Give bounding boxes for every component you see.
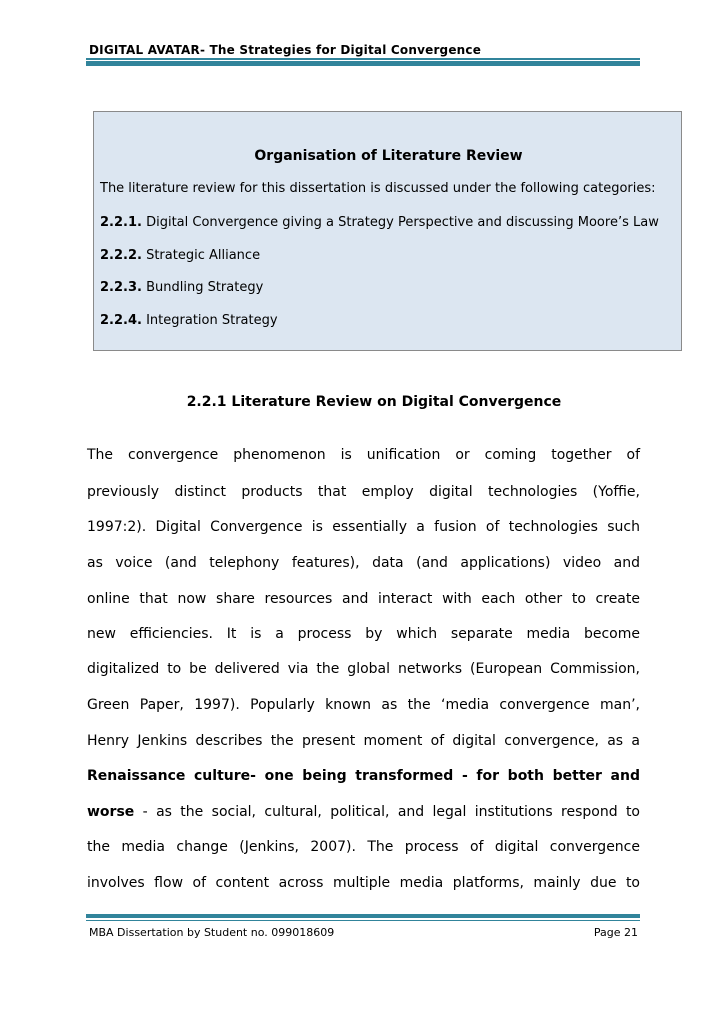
- paragraph-line: 1997:2). Digital Convergence is essentially a fusion of technologies such: [87, 519, 640, 535]
- footer-student-info: MBA Dissertation by Student no. 099018609: [89, 926, 335, 939]
- running-header-title: DIGITAL AVATAR- The Strategies for Digital Convergence: [89, 43, 482, 57]
- paragraph-line: involves flow of content across multiple media platforms, mainly due to: [87, 875, 640, 891]
- category-text: Bundling Strategy: [141, 280, 264, 295]
- category-text: Integration Strategy: [141, 313, 278, 328]
- category-number: 2.2.2.: [100, 248, 142, 263]
- paragraph-line: as voice (and telephony features), data (and applications) video and: [87, 555, 640, 571]
- paragraph-line: online that now share resources and interact with each other to create: [87, 591, 640, 607]
- category-number: 2.2.3.: [100, 280, 142, 295]
- paragraph-line: new efficiencies. It is a process by which separate media become: [87, 626, 640, 642]
- emphasis-text: Renaissance culture- one being transformed - for both better and: [87, 768, 640, 784]
- section-heading: 2.2.1 Literature Review on Digital Convergence: [186, 394, 562, 410]
- box-intro: The literature review for this dissertation is discussed under the following categories:: [100, 181, 656, 196]
- header-rule-thin: [86, 58, 640, 60]
- category-number: 2.2.4.: [100, 313, 142, 328]
- category-item: [100, 280, 263, 295]
- paragraph-line: digitalized to be delivered via the global networks (European Commission,: [87, 661, 640, 677]
- paragraph-line: worse - as the social, cultural, political, and legal institutions respond to: [87, 804, 640, 820]
- paragraph-line: previously distinct products that employ digital technologies (Yoffie,: [87, 484, 640, 500]
- paragraph-line: The convergence phenomenon is unification or coming together of: [87, 447, 640, 463]
- category-number: 2.2.1.: [100, 215, 142, 230]
- category-text: Strategic Alliance: [141, 248, 261, 263]
- category-text: Digital Convergence giving a Strategy Perspective and discussing Moore’s Law: [141, 215, 659, 230]
- box-title: Organisation of Literature Review: [254, 148, 523, 164]
- paragraph-line: [87, 766, 640, 786]
- paragraph-line: Green Paper, 1997). Popularly known as the ‘media convergence man’,: [87, 697, 640, 713]
- page-number: Page 21: [593, 926, 638, 939]
- paragraph-line: the media change (Jenkins, 2007). The process of digital convergence: [87, 839, 640, 855]
- emphasis-text: worse: [87, 804, 135, 820]
- footer-rule-thin: [86, 920, 640, 921]
- literature-review-organisation-box: [93, 111, 682, 351]
- footer-rule-thick: [86, 914, 640, 918]
- category-item: [100, 313, 278, 328]
- category-item: [100, 215, 659, 230]
- category-item: [100, 248, 260, 263]
- paragraph-line: Henry Jenkins describes the present moment of digital convergence, as a: [87, 733, 640, 749]
- header-rule-thick: [86, 61, 640, 66]
